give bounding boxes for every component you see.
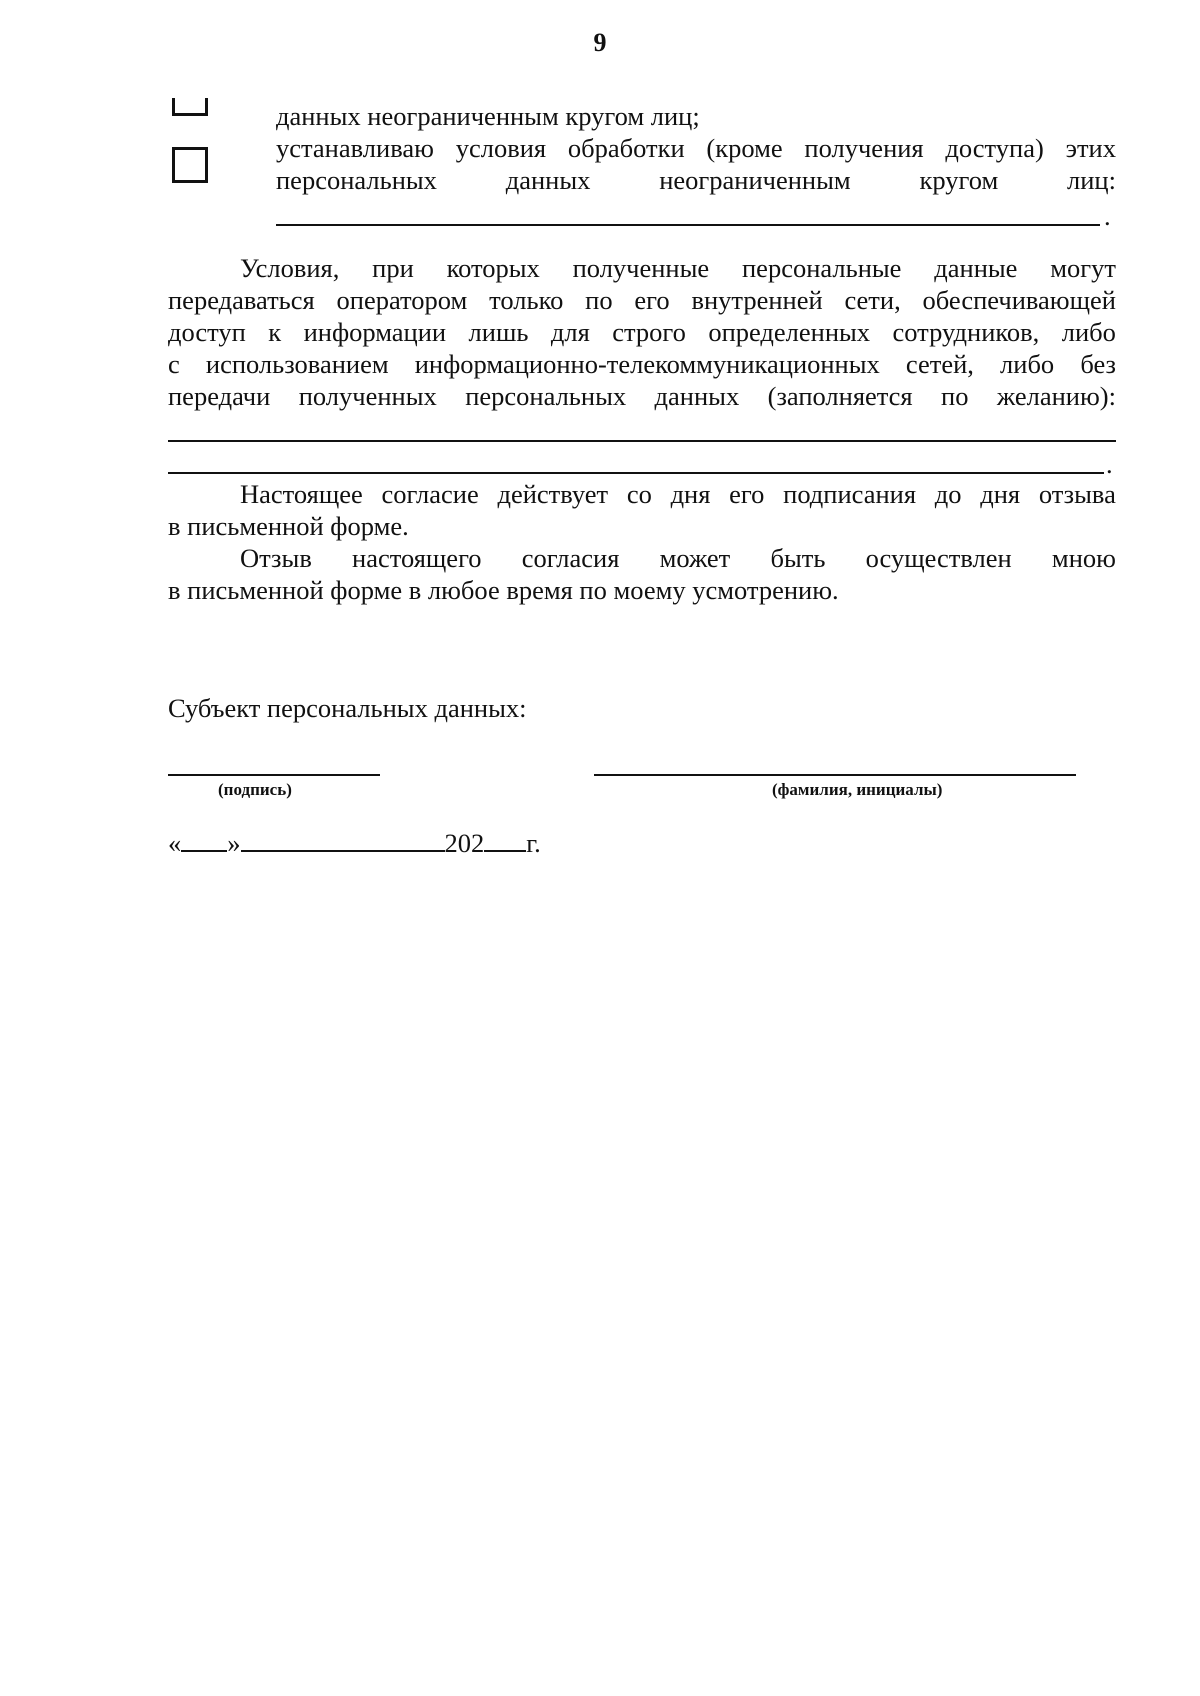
word: сети, bbox=[844, 285, 901, 315]
word: согласие bbox=[381, 479, 479, 509]
word: отзыва bbox=[1038, 479, 1116, 509]
subject-label: Субъект персональных данных: bbox=[168, 693, 527, 723]
word: по bbox=[585, 285, 613, 315]
word: Настоящее bbox=[240, 479, 363, 509]
date-close-quote: » bbox=[227, 828, 241, 858]
conditions-fill-line[interactable] bbox=[276, 224, 1100, 226]
word: данные bbox=[934, 253, 1018, 283]
word: либо bbox=[1000, 349, 1055, 379]
signature-line[interactable] bbox=[168, 774, 380, 776]
word: сетей, bbox=[905, 349, 974, 379]
word: передачи bbox=[168, 381, 271, 411]
word: лиц: bbox=[1067, 165, 1116, 195]
month-blank[interactable] bbox=[241, 826, 445, 852]
word: либо bbox=[1061, 317, 1116, 347]
page-number: 9 bbox=[593, 28, 607, 57]
word: (кроме bbox=[706, 133, 783, 163]
word: определенных bbox=[708, 317, 871, 347]
word: данных bbox=[654, 381, 740, 411]
signature-caption: (подпись) bbox=[218, 780, 292, 799]
word: (заполняется bbox=[767, 381, 913, 411]
word: данных bbox=[505, 165, 591, 195]
word: дня bbox=[980, 479, 1021, 509]
word: устанавливаю bbox=[276, 133, 434, 163]
word: действует bbox=[497, 479, 609, 509]
word: его bbox=[634, 285, 670, 315]
word: оператором bbox=[336, 285, 468, 315]
word: информационно-телекоммуникационных bbox=[414, 349, 880, 379]
word: подписания bbox=[783, 479, 917, 509]
answer-line-period: . bbox=[1106, 449, 1113, 479]
year-suffix: г. bbox=[526, 828, 541, 858]
word: дня bbox=[670, 479, 711, 509]
conditions-line-4 bbox=[168, 348, 1116, 380]
word: персональные bbox=[742, 253, 902, 283]
word: доступа) bbox=[945, 133, 1044, 163]
option-line-1: данных неограниченным кругом лиц; bbox=[276, 101, 700, 131]
word: этих bbox=[1065, 133, 1116, 163]
word: осуществлен bbox=[865, 543, 1012, 573]
word: получения bbox=[804, 133, 924, 163]
word: внутренней bbox=[691, 285, 823, 315]
word: кругом bbox=[919, 165, 999, 195]
word: по bbox=[941, 381, 969, 411]
word: обработки bbox=[567, 133, 685, 163]
word: Отзыв bbox=[240, 543, 312, 573]
checkbox-set-conditions[interactable] bbox=[172, 147, 208, 183]
word: неограниченным bbox=[659, 165, 851, 195]
revocation-line-2: в письменной форме в любое время по моему усмотрению. bbox=[168, 575, 839, 605]
word: которых bbox=[446, 253, 540, 283]
word: может bbox=[659, 543, 731, 573]
word: только bbox=[489, 285, 564, 315]
option-line-3 bbox=[276, 164, 1116, 196]
word: мною bbox=[1051, 543, 1116, 573]
word: полученные bbox=[572, 253, 710, 283]
word: согласия bbox=[521, 543, 620, 573]
validity-line-2: в письменной форме. bbox=[168, 511, 409, 541]
word: использованием bbox=[205, 349, 389, 379]
word: с bbox=[168, 349, 180, 379]
word: персональных bbox=[276, 165, 437, 195]
word: настоящего bbox=[352, 543, 482, 573]
word: Условия, bbox=[240, 253, 340, 283]
conditions-line-2 bbox=[168, 284, 1116, 316]
word: передаваться bbox=[168, 285, 315, 315]
word: информации bbox=[303, 317, 447, 347]
fill-line-period: . bbox=[1104, 201, 1111, 231]
word: к bbox=[268, 317, 282, 347]
word: без bbox=[1080, 349, 1116, 379]
conditions-answer-line-1[interactable] bbox=[168, 440, 1116, 442]
word: быть bbox=[770, 543, 826, 573]
conditions-line-5 bbox=[168, 380, 1116, 412]
revocation-line-1 bbox=[240, 542, 1116, 574]
word: желанию): bbox=[996, 381, 1116, 411]
word: сотрудников, bbox=[892, 317, 1040, 347]
word: строго bbox=[612, 317, 686, 347]
name-caption: (фамилия, инициалы) bbox=[772, 780, 943, 799]
word: обеспечивающей bbox=[922, 285, 1116, 315]
validity-line-1 bbox=[240, 478, 1116, 510]
word: лишь bbox=[468, 317, 529, 347]
word: могут bbox=[1050, 253, 1116, 283]
option-line-2 bbox=[276, 132, 1116, 164]
name-line[interactable] bbox=[594, 774, 1076, 776]
date-open-quote: « bbox=[168, 828, 182, 858]
word: при bbox=[372, 253, 414, 283]
year-prefix: 202 bbox=[444, 828, 485, 858]
word: доступ bbox=[168, 317, 246, 347]
word: для bbox=[550, 317, 590, 347]
word: со bbox=[626, 479, 652, 509]
word: условия bbox=[455, 133, 547, 163]
word: его bbox=[729, 479, 765, 509]
word: персональных bbox=[465, 381, 627, 411]
date-line bbox=[168, 826, 541, 859]
conditions-line-1 bbox=[240, 252, 1116, 284]
word: до bbox=[934, 479, 962, 509]
conditions-line-3 bbox=[168, 316, 1116, 348]
checkbox-consent-public[interactable] bbox=[172, 98, 208, 116]
word: полученных bbox=[298, 381, 437, 411]
day-blank[interactable] bbox=[181, 826, 227, 852]
year-blank[interactable] bbox=[484, 826, 526, 852]
conditions-answer-line-2[interactable] bbox=[168, 472, 1104, 474]
